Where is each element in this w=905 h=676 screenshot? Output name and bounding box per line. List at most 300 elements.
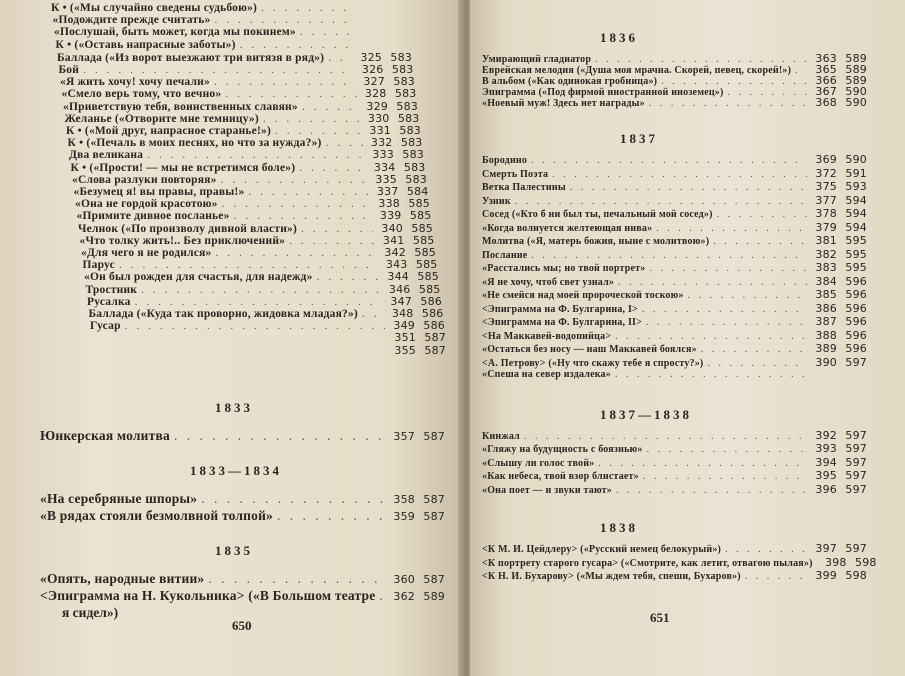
note-ref: 597 <box>845 542 867 555</box>
note-ref: 598 <box>845 569 867 582</box>
entry-title: «Спеша на север издалека» <box>482 369 611 380</box>
entry-title: К • («Мой друг, напрасное старанье!») <box>66 125 271 137</box>
toc-entry <box>81 246 436 259</box>
note-ref: 586 <box>421 307 444 320</box>
note-ref: 595 <box>845 261 867 274</box>
toc-entry <box>56 39 411 51</box>
page-ref: 387 <box>815 315 837 328</box>
leader-dots <box>552 169 807 180</box>
entry-title: «Он был рожден для счастья, для надежд» <box>84 271 313 284</box>
leader-dots <box>643 471 807 482</box>
page-ref: 342 <box>384 246 406 259</box>
entry-title: «Гляжу на будущность с боязнью» <box>482 444 643 455</box>
note-ref: 586 <box>420 294 442 308</box>
note-ref: 589 <box>845 63 867 76</box>
leader-dots <box>263 113 360 125</box>
note-ref: 593 <box>845 180 867 193</box>
page-number: 651 <box>650 610 670 625</box>
entry-title: Смерть Поэта <box>482 168 549 180</box>
toc-entry <box>482 442 867 455</box>
entry-title: Желанье («Отворите мне темницу») <box>64 112 259 125</box>
toc-entry <box>482 302 867 315</box>
entry-title: Баллада («Куда так проворно, жидовка младая?») <box>88 308 358 320</box>
page-ref: 363 <box>815 52 837 65</box>
entry-title: Челнок («По произволу дивной власти») <box>78 222 297 235</box>
toc-entry <box>482 275 867 288</box>
toc-entry <box>482 167 867 180</box>
note-ref: 589 <box>845 52 867 65</box>
leader-dots <box>248 186 368 198</box>
toc-entry <box>40 491 445 507</box>
page-ref: 351 <box>394 331 416 345</box>
entry-title: «Слышу ли голос твой» <box>482 457 595 469</box>
toc-entry <box>65 112 420 125</box>
entry-title: К • («Печаль в моих песнях, но что за нужда?») <box>67 137 322 150</box>
page-ref: 393 <box>815 442 837 455</box>
page-ref: 360 <box>393 573 415 586</box>
note-ref: 583 <box>396 99 418 113</box>
toc-entry <box>68 136 423 149</box>
page-ref: 385 <box>815 288 837 301</box>
toc-entry <box>482 234 867 247</box>
entry-title: «Она поет — и звуки тают» <box>482 484 612 496</box>
note-ref: 585 <box>414 246 436 259</box>
entry-title: «Послушай, быть может, когда мы покинем» <box>54 26 296 39</box>
page-ref: 326 <box>361 63 384 76</box>
leader-dots <box>201 491 385 507</box>
toc-entry <box>78 222 433 235</box>
note-ref: 589 <box>423 590 445 603</box>
note-ref: 591 <box>845 166 867 180</box>
page-ref: 355 <box>394 343 416 357</box>
leader-dots <box>524 431 807 442</box>
note-ref: 590 <box>845 153 867 166</box>
toc-entry <box>69 148 424 161</box>
entry-title: Парус <box>82 259 115 272</box>
page-ref: 382 <box>815 247 837 261</box>
note-ref: 594 <box>845 193 867 207</box>
note-ref: 597 <box>845 455 867 469</box>
entry-title: Баллада («Из ворот выезжают три витязя в ряд») <box>57 51 325 64</box>
note-ref: 585 <box>411 221 433 235</box>
page-ref: 332 <box>370 136 393 150</box>
leader-dots <box>326 137 363 149</box>
page-ref-row <box>390 331 450 344</box>
leader-dots <box>642 304 807 315</box>
toc-entry <box>482 248 867 261</box>
page-ref: 339 <box>379 209 402 223</box>
entry-title: «Для чего я не родился» <box>81 247 212 259</box>
page-ref: 365 <box>815 63 837 76</box>
entry-title: Еврейская мелодия («Душа моя мрачна. Скорей, певец, скорей!») <box>482 65 792 76</box>
entry-title: <К портрету старого гусара> («Смотрите, как летит, отвагою пылая») <box>482 557 813 569</box>
toc-entry <box>57 51 412 64</box>
note-ref: 585 <box>417 270 439 284</box>
leader-dots <box>225 88 356 100</box>
leader-dots <box>615 331 807 342</box>
toc-entry <box>482 555 877 569</box>
section-year: 1833—1834 <box>190 463 282 478</box>
leader-dots <box>277 508 385 524</box>
entry-title: Умирающий гладиатор <box>482 54 592 65</box>
note-ref: 587 <box>423 573 445 586</box>
page-ref: 362 <box>393 590 415 603</box>
leader-dots <box>531 155 807 166</box>
note-ref: 595 <box>845 247 867 261</box>
leader-dots <box>701 344 807 355</box>
toc-entry <box>482 429 867 442</box>
page-number: 650 <box>232 618 252 633</box>
entry-title: <Эпиграмма на Н. Кукольника> («В Большом театре <box>40 588 376 603</box>
note-ref: 596 <box>845 274 867 288</box>
page-ref: 394 <box>815 455 837 469</box>
section-year: 1833 <box>215 400 253 415</box>
toc-entry <box>86 283 441 296</box>
page-ref: 325 <box>360 50 382 64</box>
toc-entry <box>482 342 867 355</box>
toc-entry <box>63 100 418 113</box>
entry-title: «Подождите прежде считать» <box>52 14 211 27</box>
page-ref: 358 <box>393 493 415 506</box>
section-year: 1837 <box>620 131 658 146</box>
note-ref: 585 <box>408 197 430 211</box>
entry-continuation: я сидел») <box>62 605 119 620</box>
leader-dots <box>649 98 807 109</box>
entry-title: «Слова разлуки повторяя» <box>72 173 217 186</box>
note-ref: 585 <box>418 282 441 296</box>
page-ref: 340 <box>381 221 403 235</box>
leader-dots <box>647 444 807 455</box>
leader-dots <box>240 39 351 51</box>
note-ref: 589 <box>845 74 867 87</box>
note-ref: 595 <box>845 234 867 247</box>
leader-dots <box>317 271 379 283</box>
leader-dots <box>362 308 384 320</box>
entry-title: Ветка Палестины <box>482 182 566 193</box>
leader-dots <box>215 247 376 259</box>
toc-entry <box>80 234 435 247</box>
leader-dots <box>214 76 355 88</box>
leader-dots <box>618 277 807 288</box>
note-ref: 583 <box>403 160 426 174</box>
leader-dots <box>598 458 807 469</box>
entry-title: <На Маккавей-водопийца> <box>482 330 612 342</box>
note-ref: 587 <box>423 493 445 506</box>
note-ref: 596 <box>845 315 867 328</box>
note-ref: 597 <box>845 482 867 496</box>
leader-dots <box>531 250 807 261</box>
note-ref: 590 <box>845 96 867 109</box>
note-ref: 597 <box>845 428 867 442</box>
note-ref: 585 <box>412 233 435 247</box>
toc-entry <box>482 207 867 220</box>
section-year: 1837—1838 <box>600 406 692 422</box>
entry-title: Гусар <box>90 320 121 333</box>
note-ref: 586 <box>423 319 445 333</box>
toc-entry <box>482 483 867 496</box>
note-ref: 584 <box>406 185 429 198</box>
page-ref: 330 <box>367 111 390 125</box>
note-ref: 596 <box>845 288 867 301</box>
note-ref: 597 <box>845 442 867 455</box>
toc-entry <box>53 14 408 26</box>
toc-entry <box>66 124 421 137</box>
entry-title: «Когда волнуется желтеющая нива» <box>482 222 653 234</box>
page-ref: 359 <box>393 510 415 523</box>
entry-title: В альбом («Как одинокая гробница») <box>482 76 658 87</box>
leader-dots <box>141 284 380 296</box>
section-year: 1838 <box>600 520 638 535</box>
page-ref: 344 <box>387 270 409 284</box>
leader-dots <box>615 369 807 380</box>
page-ref: 379 <box>815 220 837 234</box>
page-ref: 395 <box>815 469 837 482</box>
toc-entry <box>62 87 417 100</box>
right-page <box>470 0 905 676</box>
page-ref: 368 <box>815 96 837 109</box>
leader-dots <box>515 196 807 207</box>
page-ref: 397 <box>815 542 837 555</box>
leader-dots <box>214 14 347 26</box>
entry-title: <К М. И. Цейдлеру> («Русский немец белокурый») <box>482 544 722 555</box>
entry-title: Молитва («Я, матерь божия, ныне с молитвою») <box>482 236 710 247</box>
page-ref: 375 <box>815 180 837 193</box>
entry-title: «Что толку жить!.. Без приключений» <box>79 234 286 247</box>
note-ref: 585 <box>415 258 438 272</box>
entry-title: «Смело верь тому, что вечно» <box>61 88 222 101</box>
note-ref: 597 <box>845 355 867 369</box>
note-ref: 587 <box>423 430 445 443</box>
note-ref: 585 <box>409 209 432 223</box>
entry-title: Тростник <box>85 283 138 296</box>
toc-entry <box>74 185 429 198</box>
toc-entry <box>482 469 867 482</box>
entry-title: <К Н. И. Бухарову> («Мы ждем тебя, спеши, Бухаров») <box>482 571 741 582</box>
leader-dots <box>135 296 382 308</box>
entry-title: «На серебряные шпоры» <box>40 491 198 506</box>
entry-title: К • («Мы случайно сведены судьбою») <box>51 2 258 14</box>
page-ref: 383 <box>815 261 837 274</box>
page-ref: 335 <box>375 172 397 186</box>
page-ref: 384 <box>815 274 837 288</box>
toc-entry <box>482 288 867 301</box>
entry-title: «Я жить хочу! хочу печали» <box>60 76 210 89</box>
toc-entry <box>482 542 867 555</box>
toc-entry <box>482 456 867 469</box>
leader-dots <box>300 26 349 38</box>
toc-entry <box>482 96 867 109</box>
entry-title: «Как небеса, твой взор блистает» <box>482 471 639 482</box>
entry-title: Кинжал <box>482 430 520 442</box>
note-ref: 587 <box>424 343 446 357</box>
leader-dots <box>234 210 372 222</box>
toc-entry <box>482 261 867 274</box>
entry-title: Узник <box>482 195 511 207</box>
page-ref: 398 <box>825 555 847 569</box>
note-ref: 596 <box>845 301 867 315</box>
entry-title: «Она не гордой красотою» <box>75 198 218 211</box>
page-ref: 366 <box>815 74 837 87</box>
note-ref: 598 <box>855 555 877 569</box>
leader-dots <box>261 2 346 14</box>
toc-entry <box>40 588 445 604</box>
toc-entry <box>482 180 867 193</box>
page-ref: 381 <box>815 234 837 247</box>
leader-dots <box>725 544 807 555</box>
page-ref: 357 <box>393 430 415 443</box>
toc-entry <box>87 295 442 308</box>
toc-entry <box>77 209 432 222</box>
leader-dots <box>119 259 378 271</box>
entry-title: <А. Петрову> («Ну что скажу тебе я спросту?») <box>482 357 704 369</box>
note-ref: 583 <box>405 172 427 186</box>
page-ref: 349 <box>393 319 415 333</box>
entry-title: Бородино <box>482 155 528 166</box>
leader-dots <box>275 125 361 137</box>
page-ref-row <box>390 344 450 357</box>
toc-entry <box>72 173 427 186</box>
note-ref: 583 <box>394 87 417 101</box>
leader-dots <box>688 290 807 301</box>
entry-title: «В рядах стояли безмолвной толпой» <box>40 508 274 523</box>
note-ref: 583 <box>397 111 420 125</box>
page-ref: 327 <box>363 75 385 89</box>
leader-dots <box>656 223 807 234</box>
page-ref: 328 <box>364 87 387 101</box>
page-ref: 377 <box>815 193 837 207</box>
leader-dots <box>147 149 364 161</box>
leader-dots <box>299 162 365 174</box>
note-ref: 587 <box>423 510 445 523</box>
toc-entry <box>90 319 445 332</box>
entry-title: К • («Прости! — мы не встретимся боле») <box>70 161 296 174</box>
page-ref: 346 <box>388 282 411 296</box>
toc-entry <box>482 194 867 207</box>
toc-entry <box>51 2 406 14</box>
page-ref: 369 <box>815 153 837 166</box>
note-ref: 583 <box>390 50 412 64</box>
page-ref: 399 <box>815 569 837 582</box>
entry-title: Послание <box>482 249 528 261</box>
entry-title: <Эпиграмма на Ф. Булгарина, I> <box>482 303 638 315</box>
page-ref: 337 <box>376 185 399 198</box>
note-ref: 596 <box>845 342 867 355</box>
leader-dots <box>646 317 807 328</box>
page-ref: 388 <box>815 328 837 342</box>
toc-entry <box>75 197 430 210</box>
entry-title: «Безумец я! вы правы, правы!» <box>73 186 245 198</box>
page-ref: 378 <box>815 207 837 220</box>
entry-title: «Не смейся над моей пророческой тоскою» <box>482 290 684 301</box>
leader-dots <box>289 235 374 247</box>
note-ref: 596 <box>845 328 867 342</box>
page-ref: 367 <box>815 85 837 98</box>
entry-title: «Примите дивное посланье» <box>76 210 230 223</box>
entry-title: «Приветствую тебя, воинственных славян» <box>63 100 298 113</box>
entry-title: «Остаться без носу — наш Маккавей боялся» <box>482 344 697 355</box>
toc-entry <box>84 270 439 283</box>
toc-entry <box>482 315 867 328</box>
toc-entry <box>482 221 867 234</box>
note-ref: 583 <box>400 136 423 150</box>
toc-entry <box>482 329 867 342</box>
toc-entry <box>89 307 444 320</box>
toc-entry <box>83 258 438 271</box>
entry-title: <Эпиграмма на Ф. Булгарина, II> <box>482 317 643 328</box>
entry-title: Сосед («Кто б ни был ты, печальный мой сосед») <box>482 209 713 220</box>
page-ref: 392 <box>815 428 837 442</box>
section-year: 1836 <box>600 30 638 45</box>
note-ref: 583 <box>402 148 424 162</box>
note-ref: 583 <box>399 124 421 137</box>
page-ref: 396 <box>815 482 837 496</box>
entry-title: Русалка <box>87 295 131 308</box>
leader-dots <box>174 428 385 444</box>
page-ref: 338 <box>378 197 400 211</box>
toc-entry <box>482 569 867 582</box>
page-ref: 348 <box>391 307 414 320</box>
note-ref: 597 <box>845 469 867 482</box>
page-ref: 389 <box>815 342 837 355</box>
note-ref: 583 <box>393 75 415 89</box>
toc-entry <box>54 26 409 38</box>
leader-dots <box>707 358 807 369</box>
entry-title: Два великана <box>69 149 144 162</box>
leader-dots <box>713 236 807 247</box>
section-year: 1835 <box>215 543 253 558</box>
toc-entry <box>60 75 415 88</box>
toc-entry <box>40 428 445 444</box>
toc-entry <box>40 571 445 587</box>
note-ref: 587 <box>424 331 446 345</box>
entry-title: Эпиграмма («Под фирмой иностранной иноземец») <box>482 87 724 98</box>
toc-entry <box>482 356 867 369</box>
page-ref: 331 <box>369 124 391 137</box>
page-ref: 343 <box>385 258 408 272</box>
leader-dots <box>717 209 807 220</box>
page-ref: 372 <box>815 166 837 180</box>
note-ref: 590 <box>845 85 867 98</box>
entry-title: «Опять, народные витии» <box>40 571 205 586</box>
leader-dots <box>379 588 385 604</box>
page-ref: 347 <box>390 294 412 308</box>
entry-title: Бой <box>58 64 80 76</box>
leader-dots <box>221 174 367 186</box>
entry-title: К • («Оставь напрасные заботы») <box>55 38 236 51</box>
leader-dots <box>570 182 807 193</box>
leader-dots <box>745 571 807 582</box>
page-ref: 390 <box>815 355 837 369</box>
page-ref: 334 <box>373 160 396 174</box>
note-ref: 594 <box>845 207 867 220</box>
entry-title: «Я не хочу, чтоб свет узнал» <box>482 276 615 288</box>
note-ref: 594 <box>845 220 867 234</box>
leader-dots <box>616 485 807 496</box>
leader-dots <box>302 101 358 113</box>
leader-dots <box>83 64 353 76</box>
page-ref: 341 <box>382 233 405 247</box>
entry-title: «Расстались мы; но твой портрет» <box>482 263 646 274</box>
page-ref: 329 <box>366 99 388 113</box>
leader-dots <box>328 52 352 64</box>
toc-entry <box>40 508 445 524</box>
leader-dots <box>125 320 385 332</box>
page-ref: 386 <box>815 301 837 315</box>
leader-dots <box>222 198 370 210</box>
toc-entry <box>59 63 414 76</box>
toc-entry <box>482 369 867 380</box>
page-ref: 333 <box>372 148 394 162</box>
